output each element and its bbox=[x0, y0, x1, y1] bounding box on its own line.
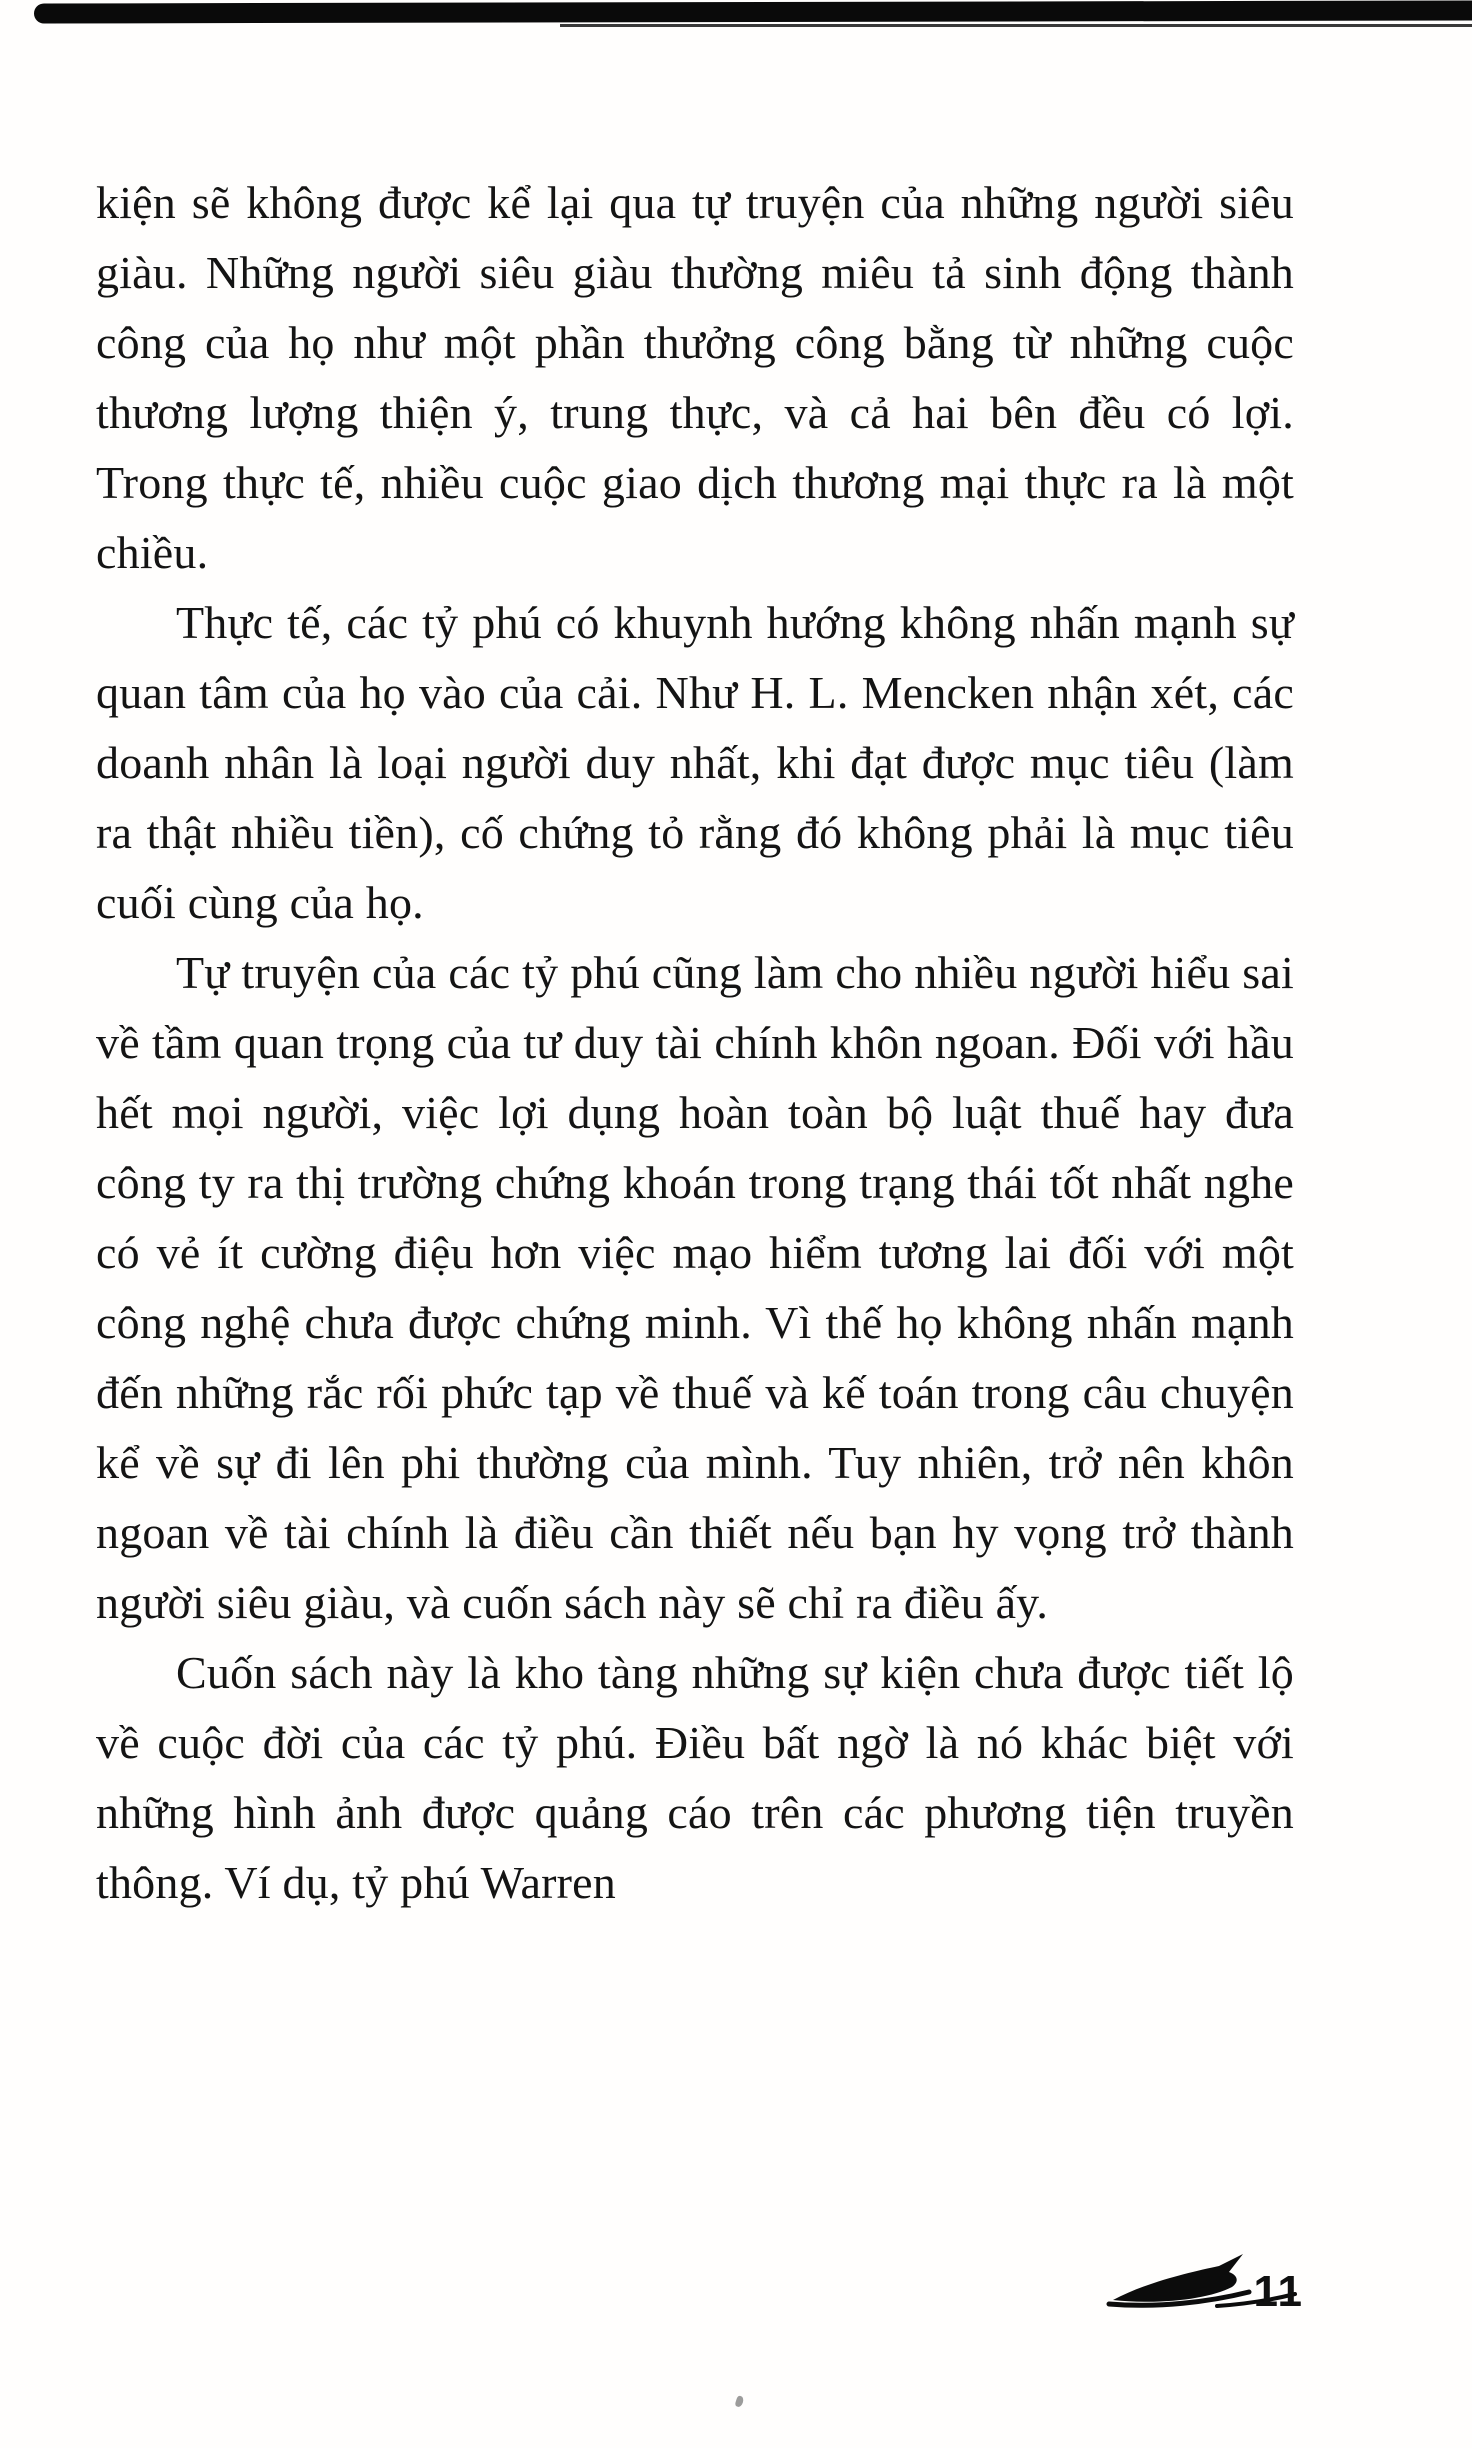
paragraph: Thực tế, các tỷ phú có khuynh hướng không nhấn mạnh sự quan tâm của họ vào của cải. Như H. L. Mencken nhận xét, các doanh nhân là loại người duy nhất, khi đạt được mục tiêu (làm ra thật nhiều tiền), cố chứng tỏ rằng đó không phải là mục tiêu cuối cùng của họ. bbox=[96, 597, 1294, 928]
paragraph: Tự truyện của các tỷ phú cũng làm cho nhiều người hiểu sai về tầm quan trọng của tư duy tài chính khôn ngoan. Đối với hầu hết mọi người, việc lợi dụng hoàn toàn bộ luật thuế hay đưa công ty ra thị trường chứng khoán trong trạng thái tốt nhất nghe có vẻ ít cường điệu hơn việc mạo hiểm tương lai đối với một công nghệ chưa được chứng minh. Vì thế họ không nhấn mạnh đến những rắc rối phức tạp về thuế và kế toán trong câu chuyện kể về sự đi lên phi thường của mình. Tuy nhiên, trở nên khôn ngoan về tài chính là điều cần thiết nếu bạn hy vọng trở thành người siêu giàu, và cuốn sách này sẽ chỉ ra điều ấy. bbox=[96, 947, 1294, 1628]
scan-edge-artifact bbox=[34, 0, 1472, 23]
paragraph: Cuốn sách này là kho tàng những sự kiện chưa được tiết lộ về cuộc đời của các tỷ phú. Điều bất ngờ là nó khác biệt với những hình ảnh được quảng cáo trên các phương tiện truyền thông. Ví dụ, tỷ phú Warren bbox=[96, 1647, 1294, 1908]
body-text bbox=[96, 168, 1294, 1918]
page-number: 11 bbox=[1253, 2267, 1304, 2316]
scan-edge-artifact-thin bbox=[560, 24, 1472, 27]
page-footer bbox=[1099, 2242, 1304, 2314]
scan-speck bbox=[734, 2395, 744, 2408]
paragraph: kiện sẽ không được kể lại qua tự truyện của những người siêu giàu. Những người siêu giàu thường miêu tả sinh động thành công của họ như một phần thưởng công bằng từ những cuộc thương lượng thiện ý, trung thực, và cả hai bên đều có lợi. Trong thực tế, nhiều cuộc giao dịch thương mại thực ra là một chiều. bbox=[96, 177, 1294, 578]
